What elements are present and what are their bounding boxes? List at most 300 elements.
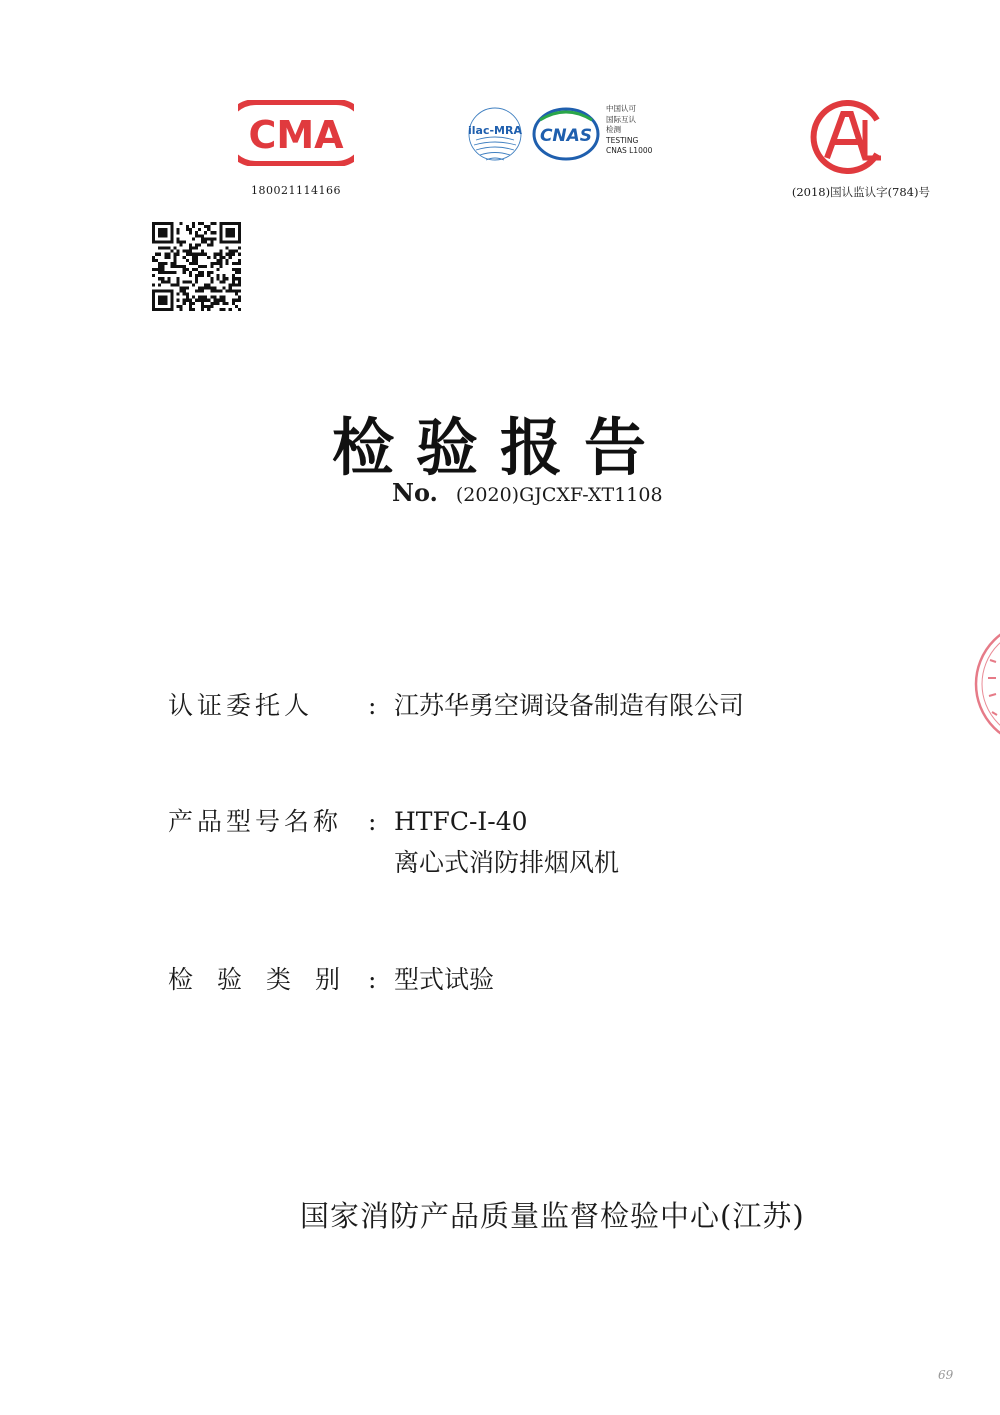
qr-module xyxy=(220,290,223,293)
qr-module xyxy=(161,247,164,250)
qr-module xyxy=(164,253,167,256)
qr-module xyxy=(173,271,176,274)
qr-module xyxy=(223,280,226,283)
qr-module xyxy=(192,296,195,299)
qr-module xyxy=(158,268,161,271)
qr-module xyxy=(152,228,155,231)
cnas-line: 检测 xyxy=(606,125,621,134)
qr-module xyxy=(226,231,229,234)
qr-module xyxy=(164,299,167,302)
qr-module xyxy=(232,280,235,283)
qr-module xyxy=(177,240,180,243)
qr-module xyxy=(164,228,167,231)
qr-module xyxy=(210,262,213,265)
qr-module xyxy=(192,262,195,265)
qr-module xyxy=(173,253,176,256)
qr-module xyxy=(170,293,173,296)
report-number-label: No. xyxy=(392,478,438,507)
qr-module xyxy=(238,222,241,225)
official-seal xyxy=(962,620,1000,748)
qr-module xyxy=(220,231,223,234)
qr-module xyxy=(167,253,170,256)
qr-module xyxy=(207,243,210,246)
qr-module xyxy=(238,228,241,231)
qr-module xyxy=(183,268,186,271)
qr-module xyxy=(232,228,235,231)
qr-module xyxy=(207,308,210,311)
qr-module xyxy=(232,234,235,237)
qr-module xyxy=(167,277,170,280)
qr-module xyxy=(235,271,238,274)
qr-module xyxy=(201,286,204,289)
qr-module xyxy=(158,228,161,231)
qr-module xyxy=(235,293,238,296)
qr-module xyxy=(220,234,223,237)
cnas-line: 中国认可 xyxy=(606,104,636,113)
qr-module xyxy=(195,280,198,283)
qr-module xyxy=(180,290,183,293)
qr-module xyxy=(167,256,170,259)
qr-module xyxy=(173,256,176,259)
qr-module xyxy=(213,231,216,234)
qr-module xyxy=(201,253,204,256)
qr-module xyxy=(189,250,192,253)
qr-module xyxy=(158,247,161,250)
qr-module xyxy=(177,280,180,283)
qr-module xyxy=(167,308,170,311)
qr-module xyxy=(167,290,170,293)
qr-module xyxy=(183,265,186,268)
qr-module xyxy=(180,308,183,311)
qr-module xyxy=(198,228,201,231)
qr-module xyxy=(170,231,173,234)
qr-module xyxy=(210,243,213,246)
qr-module xyxy=(201,265,204,268)
qr-module xyxy=(195,253,198,256)
qr-module xyxy=(238,271,241,274)
qr-module xyxy=(180,240,183,243)
qr-module xyxy=(195,256,198,259)
qr-module xyxy=(183,302,186,305)
cal-logo xyxy=(805,100,885,174)
qr-module xyxy=(164,256,167,259)
qr-module xyxy=(177,253,180,256)
qr-module xyxy=(238,259,241,262)
qr-module xyxy=(158,231,161,234)
qr-module xyxy=(238,253,241,256)
qr-module xyxy=(198,296,201,299)
qr-module xyxy=(173,262,176,265)
qr-module xyxy=(232,274,235,277)
qr-module xyxy=(235,240,238,243)
qr-module xyxy=(198,222,201,225)
qr-module xyxy=(213,302,216,305)
cnas-line: 国际互认 xyxy=(606,114,636,124)
qr-module xyxy=(226,234,229,237)
qr-module xyxy=(210,277,213,280)
qr-module xyxy=(235,283,238,286)
qr-module xyxy=(195,262,198,265)
qr-module xyxy=(152,237,155,240)
qr-module xyxy=(201,237,204,240)
qr-module xyxy=(183,290,186,293)
qr-module xyxy=(192,283,195,286)
page-mark: 69 xyxy=(938,1368,954,1382)
qr-module xyxy=(180,305,183,308)
qr-module xyxy=(232,268,235,271)
qr-module xyxy=(192,225,195,228)
qr-module xyxy=(223,256,226,259)
qr-module xyxy=(152,293,155,296)
qr-module xyxy=(164,240,167,243)
ilac-logo xyxy=(462,104,528,166)
cma-logo xyxy=(238,100,354,166)
qr-module xyxy=(161,240,164,243)
qr-module xyxy=(229,290,232,293)
qr-module xyxy=(164,271,167,274)
qr-module xyxy=(232,290,235,293)
qr-module xyxy=(177,305,180,308)
qr-module xyxy=(186,280,189,283)
report-number xyxy=(392,478,663,507)
qr-module xyxy=(152,234,155,237)
qr-module xyxy=(152,308,155,311)
product-model: HTFC-Ⅰ-40 xyxy=(394,807,528,836)
qr-module xyxy=(220,253,223,256)
qr-module xyxy=(155,268,158,271)
qr-module xyxy=(155,308,158,311)
qr-module xyxy=(204,265,207,268)
qr-module xyxy=(189,243,192,246)
qr-module xyxy=(226,253,229,256)
qr-module xyxy=(201,240,204,243)
qr-module xyxy=(238,308,241,311)
qr-module xyxy=(161,222,164,225)
qr-module xyxy=(229,250,232,253)
qr-module xyxy=(167,247,170,250)
qr-module xyxy=(213,299,216,302)
client-value: 江苏华勇空调设备制造有限公司 xyxy=(394,691,745,720)
product-label: 产品型号名称 xyxy=(168,807,343,836)
qr-module xyxy=(216,290,219,293)
qr-module xyxy=(204,231,207,234)
qr-module xyxy=(204,253,207,256)
qr-module xyxy=(213,262,216,265)
qr-module xyxy=(195,243,198,246)
qr-module xyxy=(170,262,173,265)
qr-module xyxy=(177,283,180,286)
qr-module xyxy=(177,231,180,234)
qr-module xyxy=(158,290,161,293)
qr-module xyxy=(198,290,201,293)
qr-module xyxy=(207,228,210,231)
qr-module xyxy=(161,228,164,231)
qr-module xyxy=(192,268,195,271)
qr-module xyxy=(235,277,238,280)
qr-module xyxy=(235,305,238,308)
qr-module xyxy=(180,222,183,225)
qr-module xyxy=(226,302,229,305)
qr-module xyxy=(183,240,186,243)
qr-module xyxy=(158,271,161,274)
qr-module xyxy=(235,262,238,265)
qr-module xyxy=(170,225,173,228)
qr-module xyxy=(210,280,213,283)
qr-module xyxy=(229,228,232,231)
qr-module xyxy=(220,222,223,225)
qr-module xyxy=(229,283,232,286)
qr-module xyxy=(204,225,207,228)
qr-module xyxy=(232,277,235,280)
qr-module xyxy=(198,243,201,246)
qr-module xyxy=(170,308,173,311)
qr-module xyxy=(195,274,198,277)
qr-module xyxy=(232,299,235,302)
qr-module xyxy=(173,259,176,262)
qr-module xyxy=(226,259,229,262)
qr-module xyxy=(216,274,219,277)
qr-module xyxy=(152,302,155,305)
qr-module xyxy=(173,265,176,268)
qr-module xyxy=(152,290,155,293)
qr-module xyxy=(161,280,164,283)
qr-module xyxy=(192,256,195,259)
cnas-logo xyxy=(532,106,600,162)
qr-module xyxy=(164,280,167,283)
qr-module xyxy=(152,274,155,277)
qr-module xyxy=(201,222,204,225)
qr-module xyxy=(192,308,195,311)
qr-module xyxy=(173,247,176,250)
qr-module xyxy=(220,237,223,240)
qr-module xyxy=(220,240,223,243)
product-colon: : xyxy=(368,807,377,836)
qr-module xyxy=(183,293,186,296)
type-colon: : xyxy=(368,965,377,994)
qr-module xyxy=(192,259,195,262)
qr-module xyxy=(223,296,226,299)
qr-module xyxy=(167,280,170,283)
qr-module xyxy=(189,231,192,234)
qr-module xyxy=(158,234,161,237)
qr-module xyxy=(201,308,204,311)
qr-module xyxy=(226,247,229,250)
qr-module xyxy=(189,305,192,308)
qr-module xyxy=(183,280,186,283)
qr-module xyxy=(220,225,223,228)
qr-module xyxy=(170,234,173,237)
type-value: 型式试验 xyxy=(394,965,495,994)
qr-module xyxy=(223,222,226,225)
qr-module xyxy=(155,222,158,225)
qr-module xyxy=(158,262,161,265)
qr-module xyxy=(210,265,213,268)
qr-module xyxy=(213,253,216,256)
qr-module xyxy=(173,283,176,286)
qr-module xyxy=(201,271,204,274)
product-row xyxy=(168,802,528,838)
qr-module xyxy=(207,237,210,240)
client-label: 认证委托人 xyxy=(168,691,314,720)
qr-module xyxy=(207,305,210,308)
qr-module xyxy=(201,274,204,277)
qr-module xyxy=(158,299,161,302)
qr-module xyxy=(152,240,155,243)
qr-module xyxy=(207,274,210,277)
qr-module xyxy=(186,259,189,262)
qr-module xyxy=(223,274,226,277)
qr-module xyxy=(238,237,241,240)
qr-module xyxy=(177,237,180,240)
qr-module xyxy=(152,225,155,228)
qr-module xyxy=(158,240,161,243)
qr-module xyxy=(232,253,235,256)
qr-module xyxy=(198,271,201,274)
qr-module xyxy=(180,243,183,246)
qr-module xyxy=(220,228,223,231)
product-name: 离心式消防排烟风机 xyxy=(394,848,620,877)
cal-number: (2018)国认监认字(784)号 xyxy=(791,185,930,199)
qr-module xyxy=(180,286,183,289)
qr-module xyxy=(170,305,173,308)
qr-module xyxy=(238,240,241,243)
qr-module xyxy=(186,293,189,296)
qr-module xyxy=(195,231,198,234)
qr-module xyxy=(189,247,192,250)
qr-module xyxy=(183,250,186,253)
qr-module xyxy=(161,302,164,305)
qr-module xyxy=(189,262,192,265)
ilac-text: ilac-MRA xyxy=(468,124,522,137)
qr-module xyxy=(238,283,241,286)
qr-module xyxy=(170,271,173,274)
qr-module xyxy=(220,265,223,268)
qr-module xyxy=(229,253,232,256)
qr-module xyxy=(155,240,158,243)
qr-module xyxy=(216,253,219,256)
qr-module xyxy=(158,308,161,311)
qr-module xyxy=(161,271,164,274)
qr-module xyxy=(238,247,241,250)
qr-module xyxy=(152,231,155,234)
qr-module xyxy=(210,222,213,225)
qr-module xyxy=(158,265,161,268)
cnas-caption xyxy=(606,104,652,157)
qr-module xyxy=(195,259,198,262)
qr-module xyxy=(226,277,229,280)
qr-module xyxy=(238,299,241,302)
qr-module xyxy=(213,256,216,259)
qr-module xyxy=(232,250,235,253)
qr-module xyxy=(238,290,241,293)
qr-module xyxy=(229,308,232,311)
qr-module xyxy=(189,253,192,256)
cnas-line: CNAS L1000 xyxy=(606,146,653,155)
qr-module xyxy=(210,305,213,308)
qr-module xyxy=(158,253,161,256)
qr-module xyxy=(238,225,241,228)
qr-module xyxy=(229,222,232,225)
qr-module xyxy=(155,253,158,256)
qr-module xyxy=(220,250,223,253)
qr-module xyxy=(213,296,216,299)
qr-module xyxy=(198,265,201,268)
qr-module xyxy=(223,308,226,311)
qr-module xyxy=(220,308,223,311)
qr-module xyxy=(216,277,219,280)
qr-module xyxy=(210,271,213,274)
qr-module xyxy=(223,277,226,280)
qr-module xyxy=(189,274,192,277)
qr-module xyxy=(170,299,173,302)
qr-module xyxy=(161,265,164,268)
qr-module xyxy=(210,296,213,299)
qr-module xyxy=(170,222,173,225)
qr-module xyxy=(210,237,213,240)
qr-module xyxy=(204,305,207,308)
type-row xyxy=(168,960,494,996)
qr-module xyxy=(226,262,229,265)
qr-module xyxy=(177,293,180,296)
qr-module xyxy=(229,286,232,289)
qr-module xyxy=(158,283,161,286)
qr-module xyxy=(201,305,204,308)
qr-module xyxy=(152,299,155,302)
qr-module xyxy=(238,296,241,299)
qr-module xyxy=(220,280,223,283)
qr-code xyxy=(152,222,241,311)
qr-module xyxy=(198,299,201,302)
qr-module xyxy=(226,222,229,225)
qr-module xyxy=(229,231,232,234)
qr-module xyxy=(161,262,164,265)
qr-module xyxy=(186,228,189,231)
qr-module xyxy=(186,225,189,228)
qr-module xyxy=(167,240,170,243)
qr-module xyxy=(220,259,223,262)
qr-module xyxy=(161,234,164,237)
qr-module xyxy=(161,290,164,293)
qr-module xyxy=(210,240,213,243)
qr-module xyxy=(164,308,167,311)
qr-module xyxy=(201,290,204,293)
qr-module xyxy=(204,240,207,243)
qr-module xyxy=(220,256,223,259)
qr-module xyxy=(238,262,241,265)
qr-module xyxy=(229,240,232,243)
qr-module xyxy=(177,265,180,268)
qr-module xyxy=(204,296,207,299)
qr-module xyxy=(226,228,229,231)
qr-module xyxy=(232,302,235,305)
qr-module xyxy=(223,302,226,305)
qr-module xyxy=(223,299,226,302)
qr-module xyxy=(204,286,207,289)
qr-module xyxy=(155,259,158,262)
report-title: 检验报告 xyxy=(331,411,668,484)
qr-module xyxy=(235,222,238,225)
qr-module xyxy=(167,222,170,225)
qr-module xyxy=(213,286,216,289)
qr-module xyxy=(216,262,219,265)
issuing-organization: 国家消防产品质量监督检验中心(江苏) xyxy=(300,1199,805,1233)
qr-module xyxy=(213,237,216,240)
client-colon: : xyxy=(368,691,377,720)
qr-module xyxy=(161,231,164,234)
qr-module xyxy=(210,231,213,234)
qr-module xyxy=(235,250,238,253)
client-row xyxy=(168,686,744,722)
